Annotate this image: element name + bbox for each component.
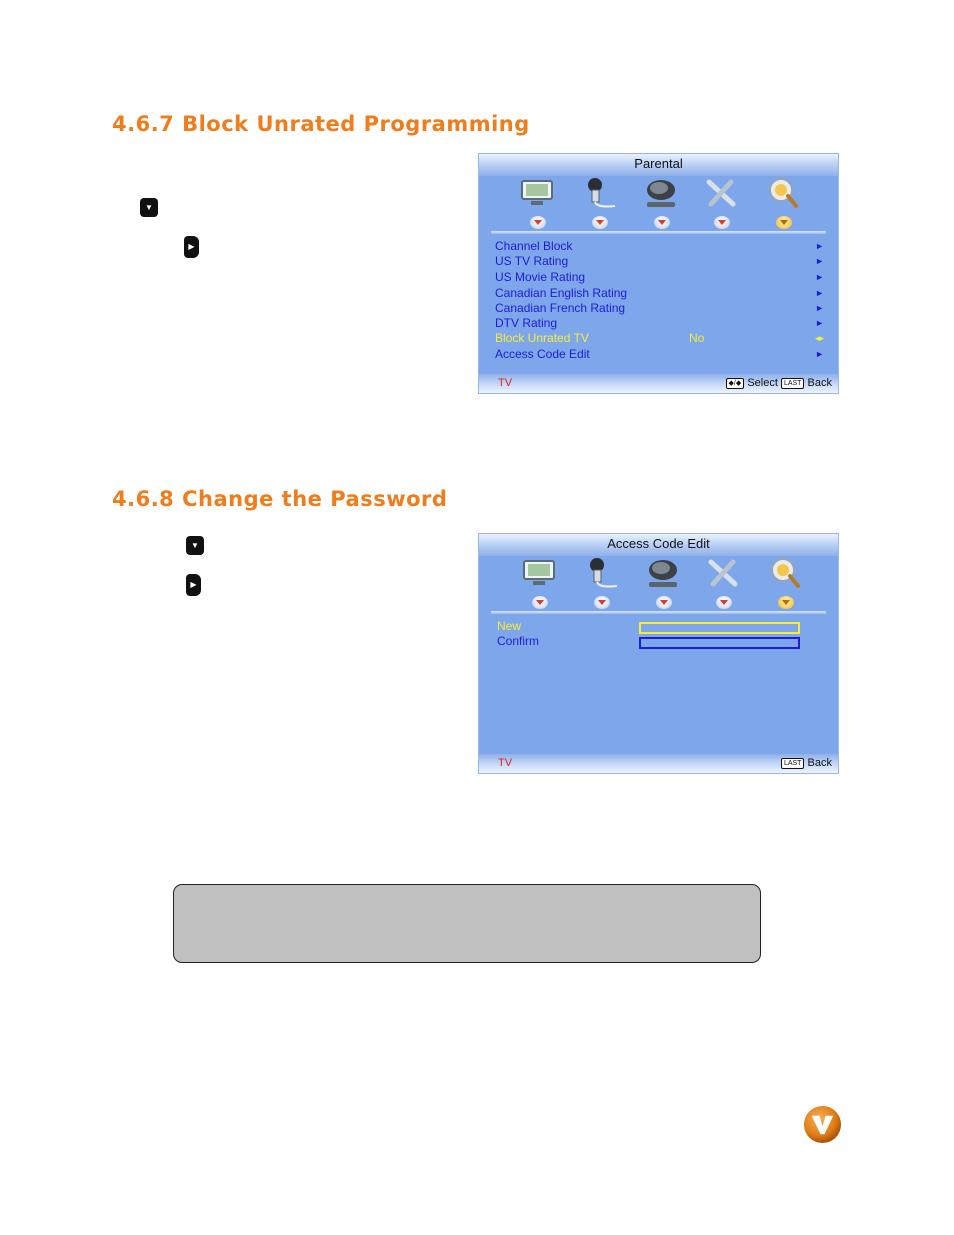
tab-arrow-icon <box>592 216 608 229</box>
footer-hints <box>781 754 832 773</box>
chevron-right-icon: ► <box>815 303 824 313</box>
menu-item-label: DTV Rating <box>495 316 558 330</box>
divider <box>491 231 826 234</box>
menu-tab-icons <box>479 176 838 212</box>
menu-item-label: Channel Block <box>495 239 573 253</box>
parental-menu-screen <box>478 153 839 394</box>
menu-item-value: No <box>689 331 705 345</box>
menu-item-dtv-rating[interactable] <box>495 316 826 331</box>
osd-title: Access Code Edit <box>479 534 838 556</box>
setup-wrench-icon[interactable] <box>701 176 741 210</box>
menu-item-label: Canadian French Rating <box>495 301 626 315</box>
section-title-change-password: 4.6.8 Change the Password <box>112 487 448 511</box>
last-key-icon: LAST <box>781 378 805 389</box>
tab-arrow-active-icon <box>776 216 792 229</box>
back-hint: Back <box>807 757 832 769</box>
osd-footer <box>479 374 838 393</box>
confirm-code-label: Confirm <box>497 634 540 648</box>
new-code-input[interactable] <box>639 622 800 634</box>
picture-icon[interactable] <box>519 556 559 590</box>
osd-footer <box>479 754 838 773</box>
new-code-label: New <box>497 619 522 633</box>
note-box <box>173 884 761 963</box>
vizio-v-logo-icon <box>803 1105 842 1144</box>
confirm-code-input[interactable] <box>639 637 800 649</box>
menu-item-canadian-french-rating[interactable] <box>495 301 826 316</box>
tab-arrow-active-icon <box>778 596 794 609</box>
left-right-arrows-icon: ◂▸ <box>814 333 824 343</box>
menu-item-us-movie-rating[interactable] <box>495 270 826 285</box>
tab-arrow-icon <box>716 596 732 609</box>
tab-arrow-icon <box>532 596 548 609</box>
last-key-icon: LAST <box>781 758 805 769</box>
menu-item-label: Block Unrated TV <box>495 331 589 345</box>
menu-item-channel-block[interactable] <box>495 239 826 254</box>
menu-item-label: Canadian English Rating <box>495 286 628 300</box>
divider <box>491 611 826 614</box>
section-title-block-unrated: 4.6.7 Block Unrated Programming <box>112 112 530 136</box>
chevron-right-icon: ► <box>815 241 824 251</box>
tv-antenna-icon[interactable] <box>643 556 683 590</box>
menu-item-access-code-edit[interactable] <box>495 347 826 362</box>
tab-arrow-icon <box>656 596 672 609</box>
tv-antenna-icon[interactable] <box>641 176 681 210</box>
menu-item-label: US TV Rating <box>495 254 569 268</box>
menu-item-canadian-english-rating[interactable] <box>495 286 826 301</box>
chevron-right-icon: ► <box>815 288 824 298</box>
right-arrow-button-icon: ▶ <box>186 574 201 596</box>
chevron-right-icon: ► <box>815 318 824 328</box>
menu-item-label: US Movie Rating <box>495 270 586 284</box>
access-code-edit-screen <box>478 533 839 774</box>
audio-icon[interactable] <box>581 556 621 590</box>
picture-icon[interactable] <box>517 176 557 210</box>
tab-arrow-icon <box>530 216 546 229</box>
input-source-label: TV <box>498 757 513 769</box>
nav-key-icon: ◆/◆ <box>726 378 745 389</box>
audio-icon[interactable] <box>579 176 619 210</box>
menu-item-block-unrated-tv[interactable] <box>495 331 826 346</box>
parental-lock-icon[interactable] <box>763 176 803 210</box>
menu-item-label: Access Code Edit <box>495 347 590 361</box>
down-arrow-button-icon: ▼ <box>186 536 204 555</box>
down-arrow-button-icon: ▼ <box>140 198 158 217</box>
select-hint: Select <box>747 377 778 389</box>
right-arrow-button-icon: ▶ <box>184 236 199 258</box>
tab-arrow-icon <box>594 596 610 609</box>
footer-hints <box>726 374 832 393</box>
tab-arrow-icon <box>714 216 730 229</box>
chevron-right-icon: ► <box>815 272 824 282</box>
tab-arrow-icon <box>654 216 670 229</box>
back-hint: Back <box>807 377 832 389</box>
parental-lock-icon[interactable] <box>765 556 805 590</box>
menu-tab-icons <box>479 556 838 592</box>
osd-title: Parental <box>479 154 838 176</box>
chevron-right-icon: ► <box>815 256 824 266</box>
input-source-label: TV <box>498 377 513 389</box>
setup-wrench-icon[interactable] <box>703 556 743 590</box>
chevron-right-icon: ► <box>815 349 824 359</box>
menu-item-us-tv-rating[interactable] <box>495 254 826 269</box>
